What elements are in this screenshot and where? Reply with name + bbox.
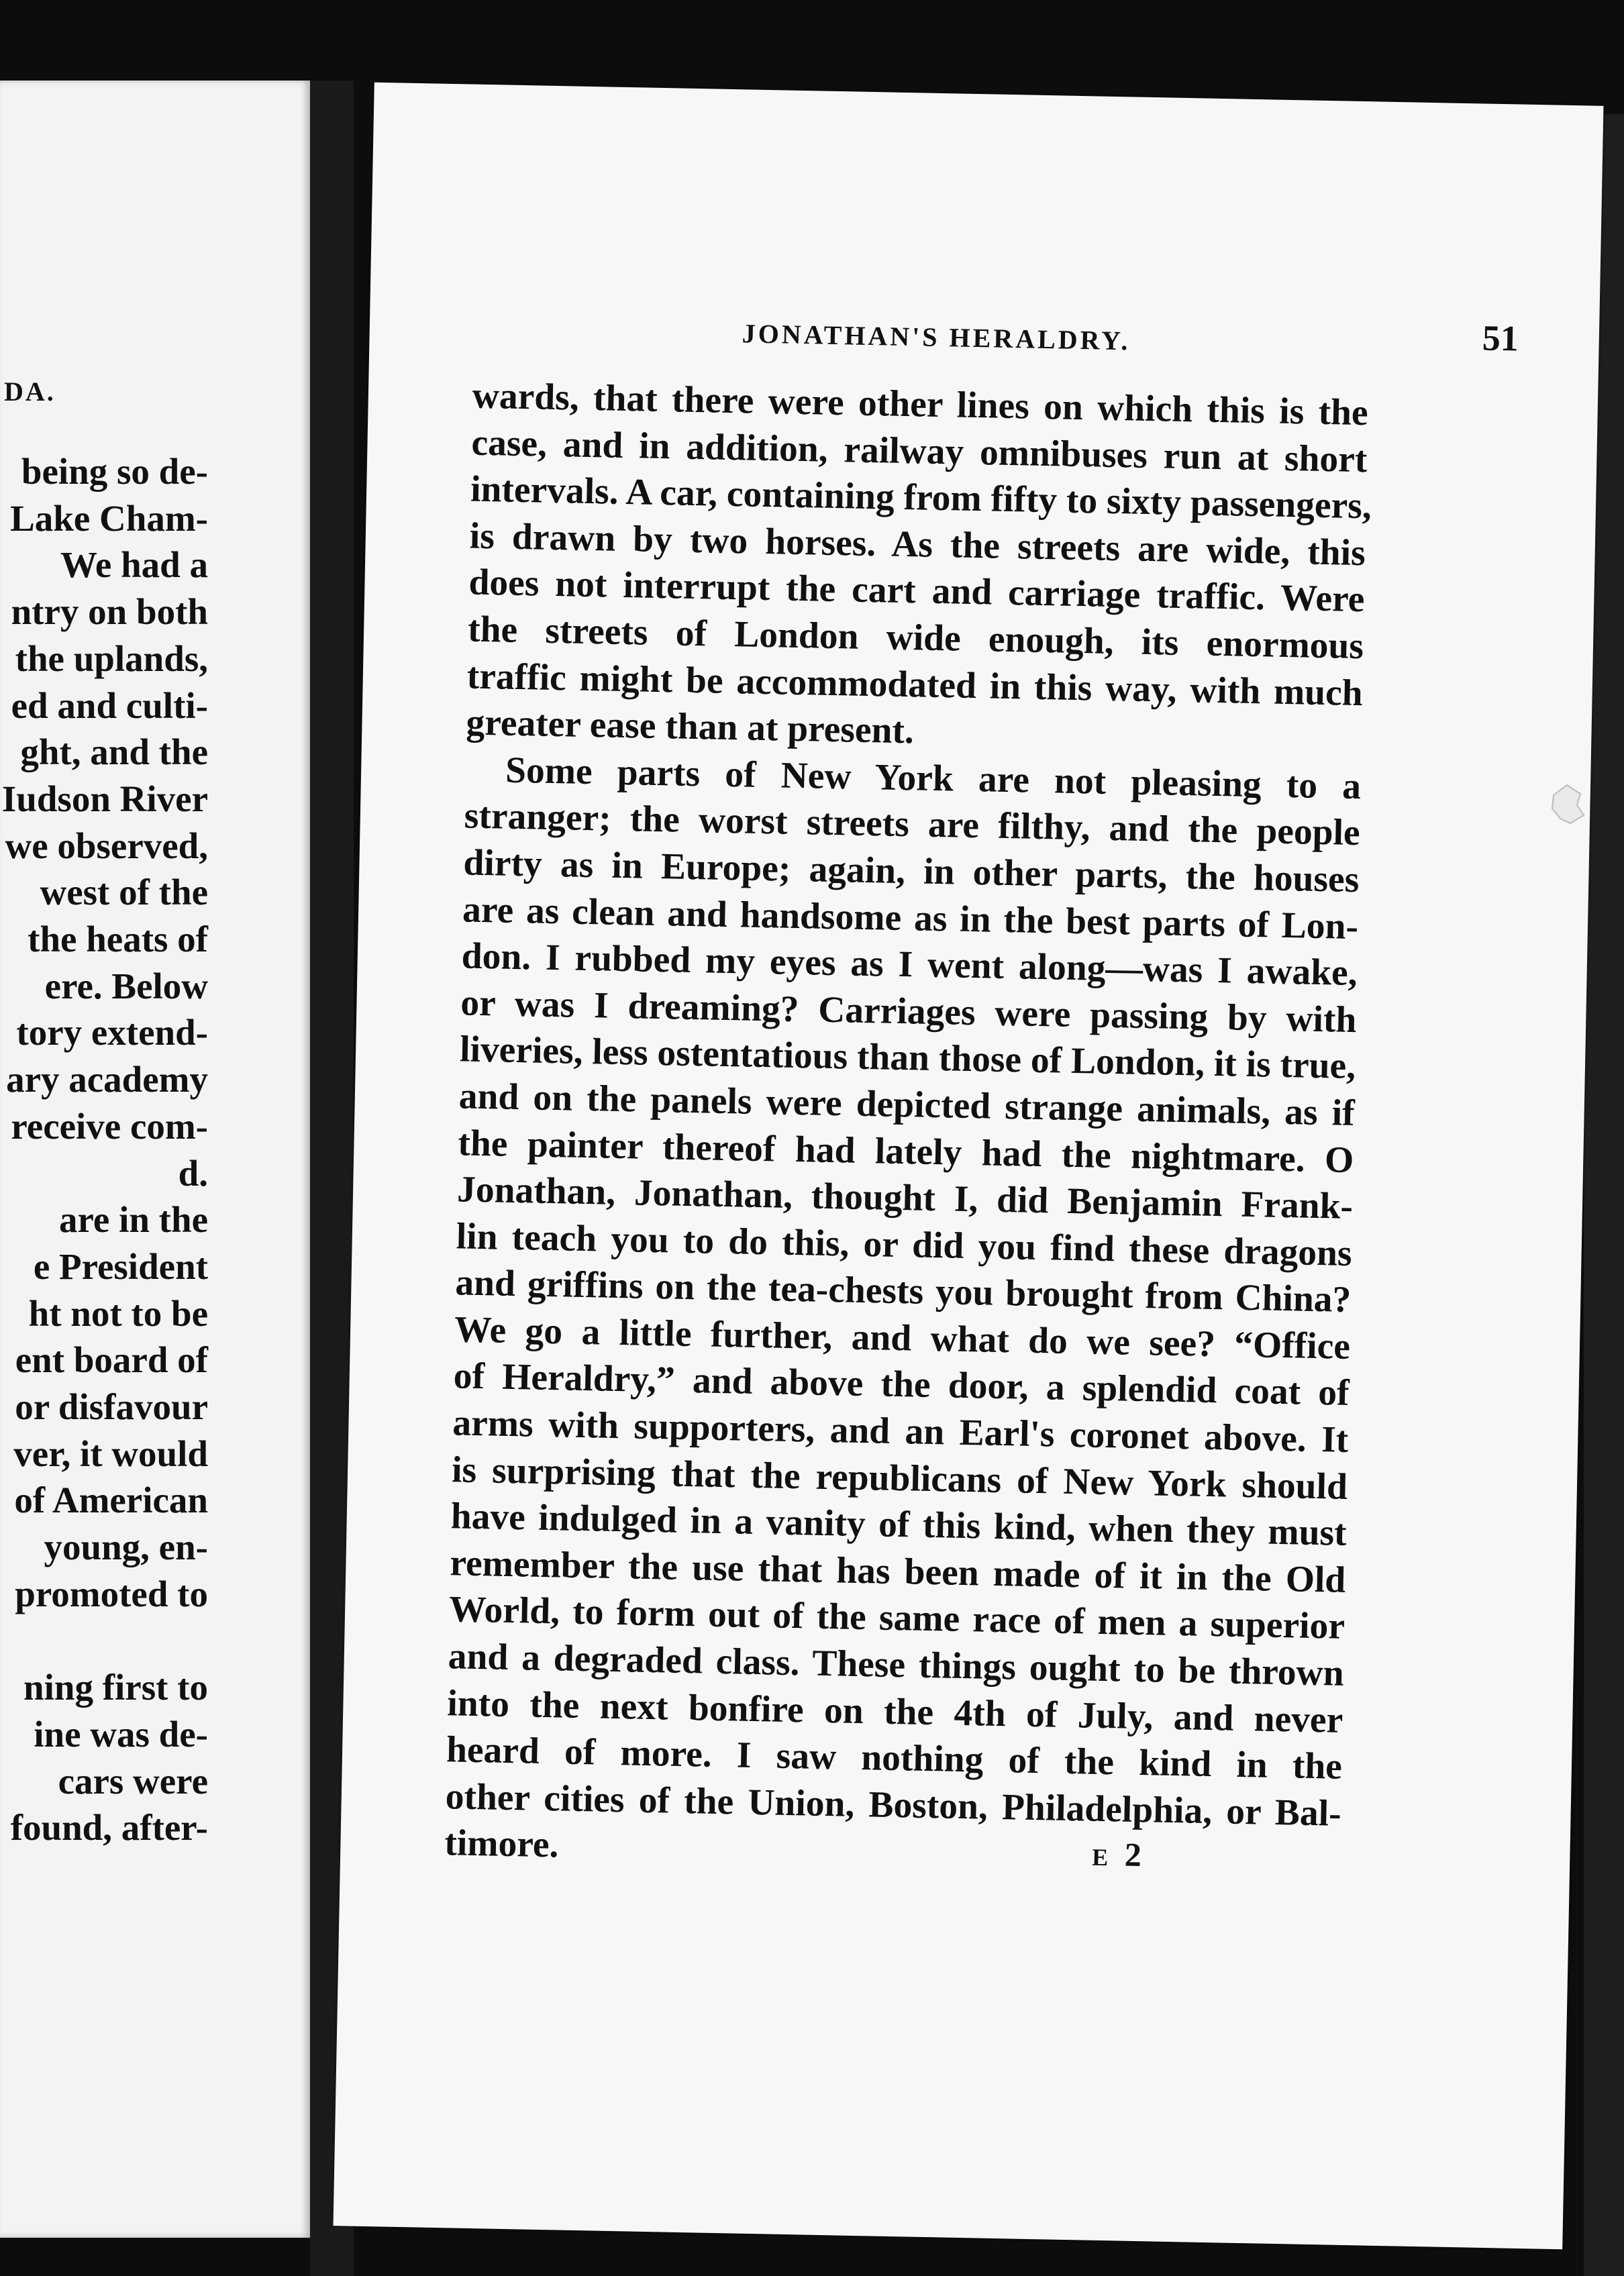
text-line: ght, and the: [20, 731, 208, 773]
text-line: dirty as in Europe; again, in other parts, the houses: [462, 842, 1360, 901]
text-line: We go a little further, and what do we see? “Office: [454, 1309, 1351, 1367]
text-line: ntry on both: [11, 591, 208, 633]
text-line: arms with supporters, and an Earl's coronet above. It: [452, 1402, 1349, 1461]
text-line: into the next bonfire on the 4th of July, and never: [446, 1682, 1343, 1741]
text-line: intervals. A car, containing from fifty to sixty passengers,: [470, 468, 1372, 527]
page-number: 51: [1482, 317, 1519, 359]
signature-number: 2: [1124, 1835, 1146, 1874]
running-head: JONATHAN'S HERALDRY.: [742, 318, 1131, 356]
text-line: case, and in addition, railway omnibuses run at short: [470, 422, 1368, 480]
text-line: being so de-: [21, 451, 208, 492]
text-line: ere. Below: [44, 965, 208, 1006]
text-line: [0, 1618, 208, 1665]
text-line: ary academy: [6, 1059, 208, 1100]
signature-mark: [1092, 1834, 1146, 1875]
text-line: heard of more. I saw nothing of the kind in the: [446, 1729, 1343, 1788]
text-line: found, after-: [10, 1807, 208, 1849]
text-line: Jonathan, Jonathan, thought I, did Benjamin Frank-: [456, 1169, 1354, 1228]
text-line: ed and culti-: [11, 684, 208, 726]
text-line: the heats of: [28, 919, 208, 960]
text-line: ver, it would: [13, 1433, 208, 1474]
text-line: lin teach you to do this, or did you find these dragons: [456, 1216, 1353, 1274]
text-line: traffic might be accommodated in this way, with much: [466, 656, 1364, 714]
text-line: or was I dreaming? Carriages were passing by with: [460, 982, 1357, 1041]
text-line: does not interrupt the cart and carriage traffic. Were: [468, 562, 1365, 621]
text-line: Iudson River: [1, 778, 208, 819]
text-line: remember the use that has been made of it in the Old: [449, 1543, 1346, 1601]
text-line: are as clean and handsome as in the best parts of Lon-: [462, 888, 1359, 947]
left-page: [0, 81, 310, 2238]
text-line: and on the panels were depicted strange animals, as if: [458, 1076, 1356, 1134]
text-line: we observed,: [5, 825, 208, 866]
text-line: wards, that there were other lines on which this is the: [472, 375, 1369, 434]
signature-letter: E: [1091, 1843, 1113, 1871]
text-line: We had a: [60, 544, 208, 586]
text-line: the painter thereof had lately had the nightmare. O: [457, 1122, 1354, 1181]
text-line: greater ease than at present.: [465, 702, 915, 752]
text-line: ent board of: [15, 1339, 208, 1381]
text-line: cars were: [58, 1760, 208, 1802]
paper-tear-mark: [1547, 782, 1587, 829]
text-line: stranger; the worst streets are filthy, and the people: [464, 795, 1361, 854]
text-line: ning first to: [23, 1667, 208, 1708]
left-running-head: DA.: [4, 376, 56, 407]
text-line: promoted to: [15, 1573, 208, 1614]
text-line: don. I rubbed my eyes as I went along—was I awake,: [461, 935, 1358, 994]
paragraph-first-line: Some parts of New York are not pleasing to a: [505, 749, 1362, 807]
text-line: of Heraldry,” and above the door, a splendid coat of: [453, 1355, 1350, 1414]
text-line: the uplands,: [15, 637, 208, 679]
text-line: timore.: [444, 1822, 560, 1866]
text-line: liveries, less ostentatious than those of London, it is true,: [459, 1029, 1356, 1088]
text-line: is surprising that the republicans of New York should: [451, 1449, 1348, 1508]
text-line: Lake Cham-: [10, 497, 208, 539]
text-line: are in the: [58, 1199, 208, 1241]
text-line: e President: [33, 1245, 208, 1287]
text-line: have indulged in a vanity of this kind, when they must: [450, 1496, 1348, 1555]
text-line: young, en-: [44, 1527, 208, 1568]
text-line: is drawn by two horses. As the streets are wide, this: [469, 515, 1366, 574]
text-line: World, to form out of the same race of men a superior: [448, 1589, 1346, 1648]
body-text: [444, 373, 1372, 1884]
left-page-text: [0, 448, 208, 1851]
main-page: [334, 83, 1604, 2250]
text-line: ine was de-: [34, 1713, 208, 1755]
text-line: receive com-: [11, 1105, 208, 1147]
text-line: of American: [14, 1480, 208, 1521]
text-line: west of the: [40, 872, 208, 913]
text-line: d.: [178, 1152, 208, 1194]
text-line: ht not to be: [28, 1292, 208, 1334]
text-line: and a degraded class. These things ought to be thrown: [448, 1636, 1345, 1694]
text-line: or disfavour: [15, 1386, 208, 1428]
text-line: and griffins on the tea-chests you brought from China?: [454, 1262, 1352, 1321]
text-line: the streets of London wide enough, its enormous: [467, 609, 1364, 668]
text-line: tory extend-: [16, 1012, 208, 1053]
text-line: other cities of the Union, Boston, Philadelphia, or Bal-: [445, 1776, 1342, 1834]
